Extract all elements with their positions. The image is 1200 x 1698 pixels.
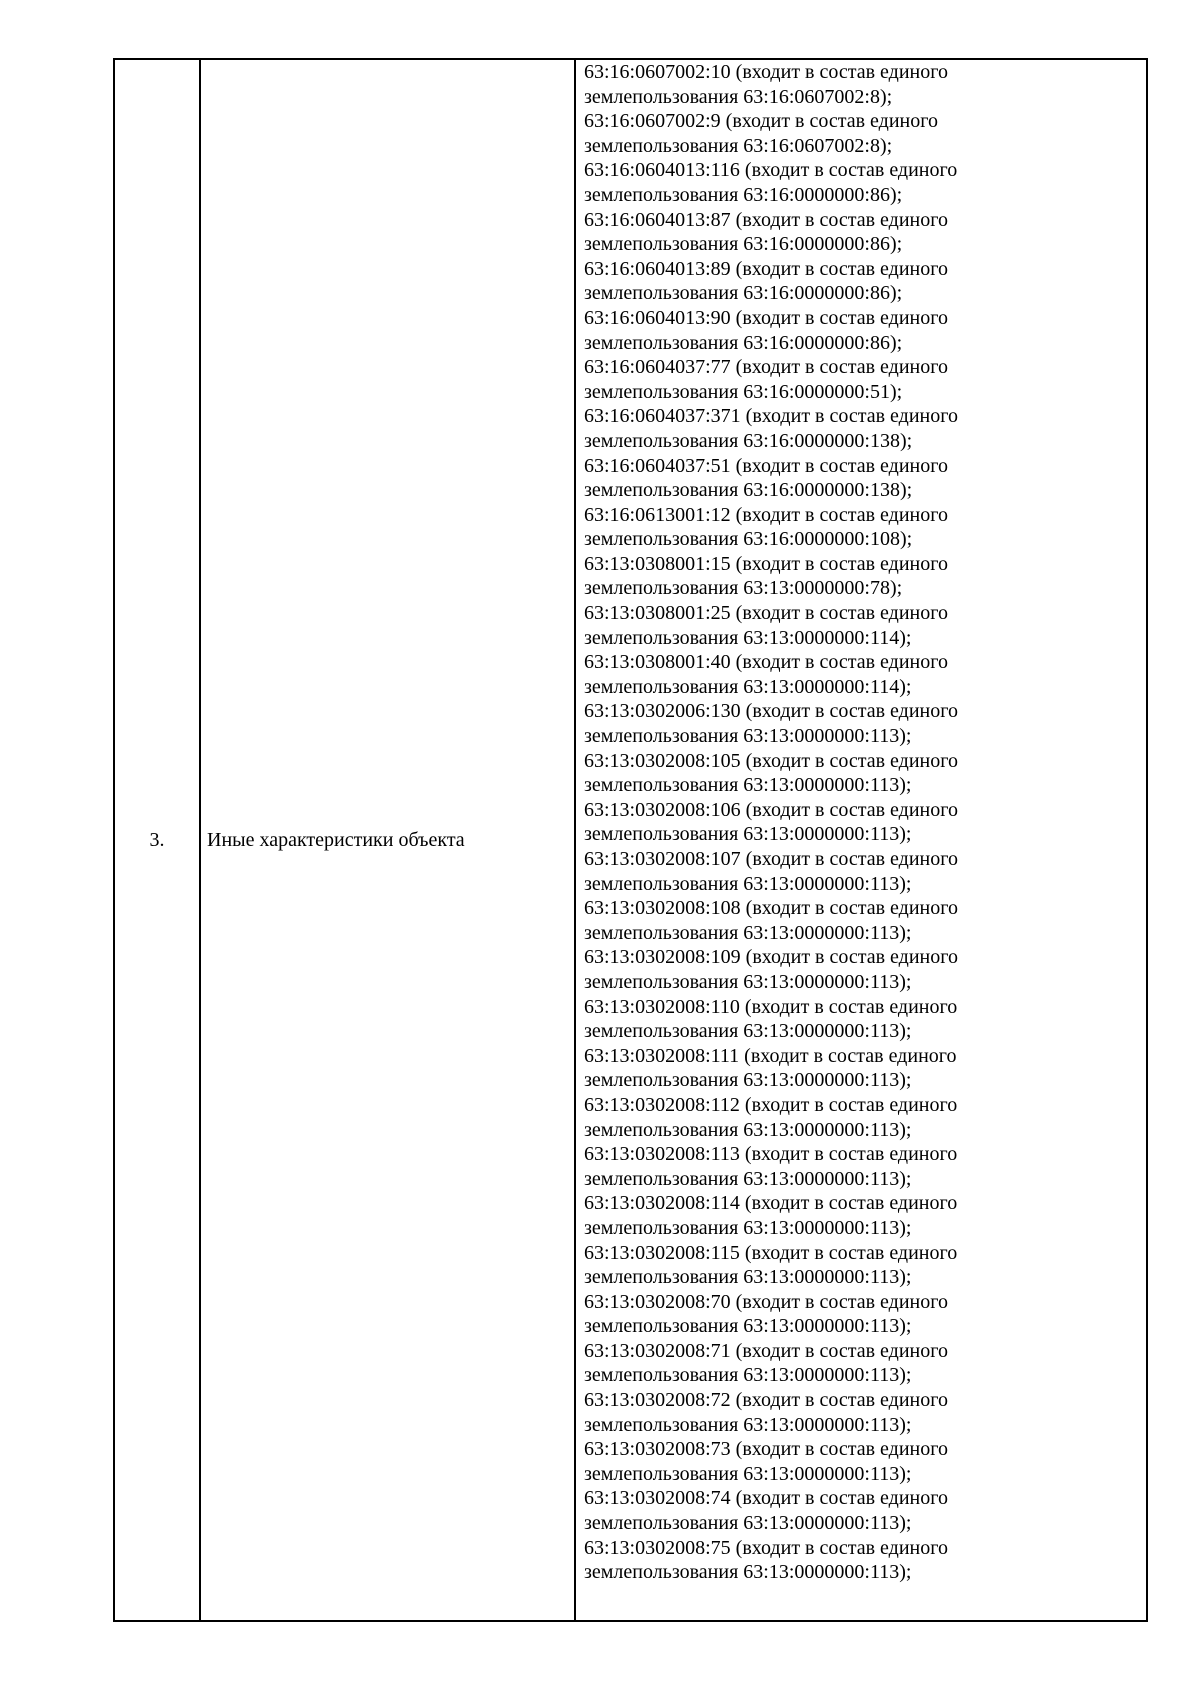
parcel-number: 63:13:0302008:108 (входит в состав единого <box>584 897 958 920</box>
parcel-number: 63:13:0302008:114 (входит в состав единого <box>584 1192 958 1215</box>
parcel-number: 63:13:0302008:74 (входит в состав единого <box>584 1487 948 1510</box>
parcel-entry <box>584 847 1146 896</box>
parcel-entry <box>584 1093 1146 1142</box>
parent-landuse: землепользования 63:13:0000000:113); <box>584 774 912 797</box>
parcel-entry <box>584 945 1146 994</box>
parcel-entry <box>584 699 1146 748</box>
parcel-entry <box>584 158 1146 207</box>
parcel-number: 63:13:0302008:73 (входит в состав единого <box>584 1438 948 1461</box>
parent-landuse: землепользования 63:13:0000000:113); <box>584 1315 912 1338</box>
parcel-number: 63:13:0308001:15 (входит в состав единого <box>584 552 948 575</box>
parent-landuse: землепользования 63:16:0000000:86); <box>584 331 903 354</box>
parent-landuse: землепользования 63:13:0000000:113); <box>584 823 912 846</box>
parent-landuse: землепользования 63:16:0607002:8); <box>584 85 893 108</box>
parcel-entry <box>584 60 1146 109</box>
parcel-list <box>584 60 1146 1585</box>
parent-landuse: землепользования 63:13:0000000:113); <box>584 1266 912 1289</box>
parent-landuse: землепользования 63:13:0000000:113); <box>584 1216 912 1239</box>
parcel-number: 63:16:0604037:371 (входит в состав единого <box>584 405 958 428</box>
parcel-number: 63:13:0302008:72 (входит в состав единого <box>584 1389 948 1412</box>
row-number-cell <box>115 60 201 1620</box>
parent-landuse: землепользования 63:13:0000000:113); <box>584 725 912 748</box>
parcel-entry <box>584 1191 1146 1240</box>
parent-landuse: землепользования 63:13:0000000:113); <box>584 1512 912 1535</box>
parcel-number: 63:13:0302008:70 (входит в состав единого <box>584 1290 948 1313</box>
parcel-entry <box>584 306 1146 355</box>
parcel-entry <box>584 552 1146 601</box>
parcel-number: 63:16:0604013:90 (входит в состав единого <box>584 306 948 329</box>
parcel-entry <box>584 1536 1146 1585</box>
parcel-entry <box>584 601 1146 650</box>
parent-landuse: землепользования 63:16:0000000:86); <box>584 183 903 206</box>
parcel-number: 63:13:0302008:71 (входит в состав единого <box>584 1339 948 1362</box>
parcel-entry <box>584 995 1146 1044</box>
parent-landuse: землепользования 63:13:0000000:78); <box>584 577 903 600</box>
parcel-entry <box>584 257 1146 306</box>
parcel-entry <box>584 1339 1146 1388</box>
parcel-number: 63:16:0607002:9 (входит в состав единого <box>584 110 938 133</box>
parcel-entry <box>584 1290 1146 1339</box>
parcel-number: 63:13:0302006:130 (входит в состав единого <box>584 700 958 723</box>
parcel-number: 63:13:0302008:113 (входит в состав единого <box>584 1143 958 1166</box>
parent-landuse: землепользования 63:13:0000000:113); <box>584 872 912 895</box>
parcel-entry <box>584 1044 1146 1093</box>
parcel-number: 63:16:0607002:10 (входит в состав единого <box>584 61 948 83</box>
parent-landuse: землепользования 63:13:0000000:114); <box>584 675 912 698</box>
parcel-number: 63:16:0604013:89 (входит в состав единого <box>584 257 948 280</box>
row-label: Иные характеристики объекта <box>207 828 465 851</box>
parcel-number: 63:16:0604037:77 (входит в состав единого <box>584 356 948 379</box>
parcel-number: 63:16:0613001:12 (входит в состав единого <box>584 503 948 526</box>
parent-landuse: землепользования 63:13:0000000:113); <box>584 1167 912 1190</box>
parcel-number: 63:16:0604013:116 (входит в состав единого <box>584 159 958 182</box>
parent-landuse: землепользования 63:13:0000000:113); <box>584 1020 912 1043</box>
parent-landuse: землепользования 63:16:0000000:108); <box>584 528 913 551</box>
parcel-number: 63:13:0302008:75 (входит в состав единого <box>584 1536 948 1559</box>
parcel-number: 63:13:0302008:110 (входит в состав единого <box>584 995 958 1018</box>
parcel-number: 63:13:0302008:105 (входит в состав единого <box>584 749 958 772</box>
parcel-entry <box>584 1486 1146 1535</box>
parcel-entry <box>584 355 1146 404</box>
parcel-entry <box>584 896 1146 945</box>
parcel-number: 63:13:0302008:107 (входит в состав единого <box>584 848 958 870</box>
parent-landuse: землепользования 63:16:0000000:138); <box>584 429 913 452</box>
parcel-entry <box>584 1142 1146 1191</box>
parcel-entry <box>584 650 1146 699</box>
parent-landuse: землепользования 63:13:0000000:113); <box>584 1561 912 1584</box>
parent-landuse: землепользования 63:13:0000000:113); <box>584 1364 912 1387</box>
parent-landuse: землепользования 63:13:0000000:113); <box>584 921 912 944</box>
row-label-cell <box>201 60 576 1620</box>
parcel-entry <box>584 749 1146 798</box>
parcel-entry <box>584 1437 1146 1486</box>
row-number: 3. <box>149 828 165 851</box>
parcel-entry <box>584 208 1146 257</box>
parcel-number: 63:16:0604013:87 (входит в состав единого <box>584 208 948 231</box>
row-value-cell <box>576 60 1146 1620</box>
parent-landuse: землепользования 63:16:0607002:8); <box>584 134 893 157</box>
parent-landuse: землепользования 63:16:0000000:86); <box>584 233 903 256</box>
parent-landuse: землепользования 63:13:0000000:113); <box>584 1069 912 1092</box>
parcel-entry <box>584 503 1146 552</box>
parcel-number: 63:13:0302008:111 (входит в состав единого <box>584 1044 957 1067</box>
parent-landuse: землепользования 63:13:0000000:113); <box>584 1413 912 1436</box>
parcel-entry <box>584 404 1146 453</box>
parcel-number: 63:13:0308001:40 (входит в состав единого <box>584 651 948 674</box>
parcel-entry <box>584 109 1146 158</box>
parcel-entry <box>584 454 1146 503</box>
parent-landuse: землепользования 63:13:0000000:113); <box>584 970 912 993</box>
parent-landuse: землепользования 63:16:0000000:51); <box>584 380 903 403</box>
parcel-entry <box>584 798 1146 847</box>
parent-landuse: землепользования 63:13:0000000:114); <box>584 626 912 649</box>
parent-landuse: землепользования 63:16:0000000:86); <box>584 282 903 305</box>
parent-landuse: землепользования 63:13:0000000:113); <box>584 1462 912 1485</box>
parcel-number: 63:13:0302008:106 (входит в состав единого <box>584 798 958 821</box>
parcel-number: 63:13:0302008:115 (входит в состав единого <box>584 1241 958 1264</box>
parcel-entry <box>584 1388 1146 1437</box>
parcel-number: 63:13:0302008:112 (входит в состав единого <box>584 1093 958 1116</box>
characteristics-table <box>113 58 1148 1622</box>
parent-landuse: землепользования 63:16:0000000:138); <box>584 479 913 502</box>
parcel-number: 63:13:0302008:109 (входит в состав единого <box>584 946 958 969</box>
parcel-number: 63:13:0308001:25 (входит в состав единого <box>584 602 948 625</box>
parcel-entry <box>584 1241 1146 1290</box>
parent-landuse: землепользования 63:13:0000000:113); <box>584 1118 912 1141</box>
parcel-number: 63:16:0604037:51 (входит в состав единого <box>584 454 948 477</box>
